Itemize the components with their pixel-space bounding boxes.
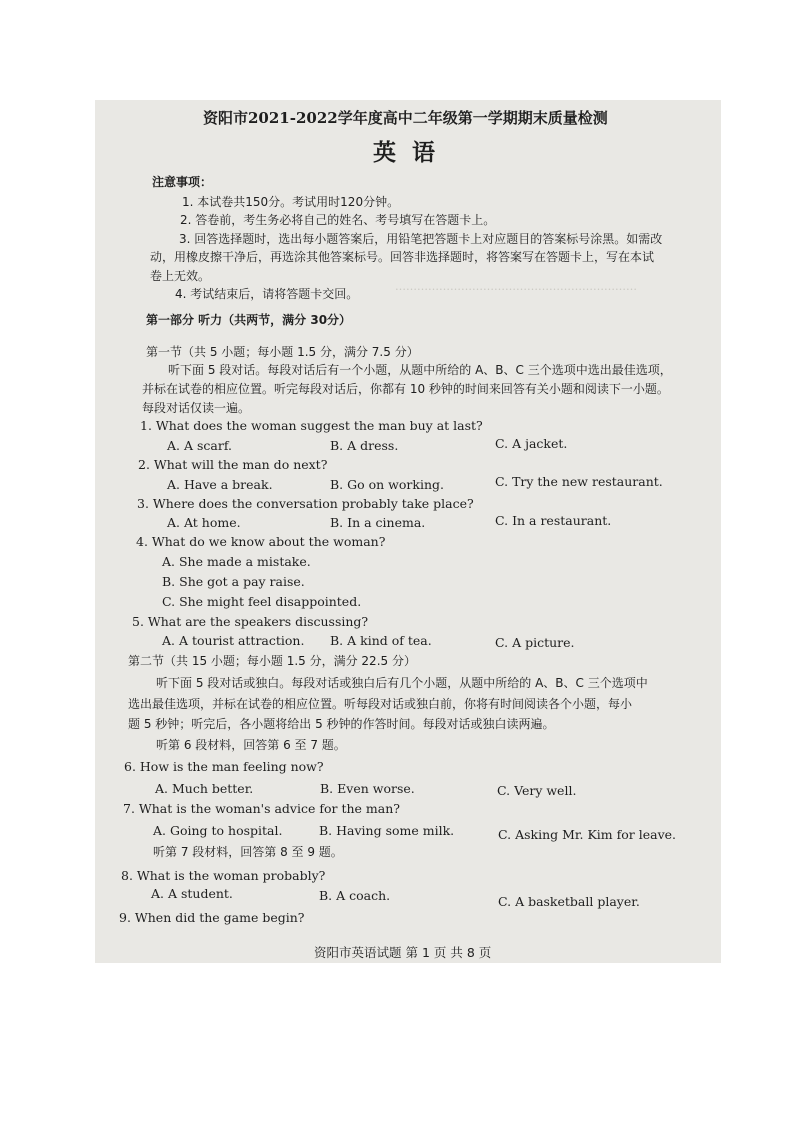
option-c: C. She might feel disappointed.	[162, 594, 362, 609]
option-a: A. Going to hospital.	[153, 823, 283, 838]
notice-item: 1. 本试卷共150分。考试用时120分钟。	[182, 195, 400, 209]
notice-item: 3. 回答选择题时，选出每小题答案后，用铅笔把答题卡上对应题目的答案标号涂黑。如需改	[179, 232, 663, 246]
option-c: C. A picture.	[495, 635, 575, 650]
option-b: B. In a cinema.	[330, 515, 426, 530]
bleed-through-text: …………………………………………………………	[395, 280, 637, 293]
question-stem: 9. When did the game begin?	[119, 910, 305, 925]
option-b: B. She got a pay raise.	[162, 574, 305, 589]
option-a: A. A tourist attraction.	[162, 633, 305, 648]
option-b: B. A kind of tea.	[330, 633, 432, 648]
section1-instructions: 每段对话仅读一遍。	[142, 401, 251, 415]
material-label: 听第 6 段材料，回答第 6 至 7 题。	[156, 738, 346, 752]
notice-heading: 注意事项：	[152, 175, 213, 189]
question-stem: 3. Where does the conversation probably take place?	[137, 496, 474, 511]
notice-item: 2. 答卷前，考生务必将自己的姓名、考号填写在答题卡上。	[180, 213, 496, 227]
question-stem: 8. What is the woman probably?	[121, 868, 326, 883]
section2-instructions: 选出最佳选项，并标在试卷的相应位置。听每段对话或独白前，你将有时间阅读各个小题，每小	[128, 697, 633, 711]
option-c: C. Asking Mr. Kim for leave.	[498, 827, 676, 842]
question-stem: 5. What are the speakers discussing?	[132, 614, 369, 629]
option-a: A. She made a mistake.	[162, 554, 311, 569]
notice-item: 卷上无效。	[150, 269, 211, 283]
material-label: 听第 7 段材料，回答第 8 至 9 题。	[153, 845, 343, 859]
option-a: A. A student.	[151, 886, 233, 901]
option-a: A. At home.	[167, 515, 241, 530]
option-c: C. A jacket.	[495, 436, 568, 451]
option-a: A. Have a break.	[167, 477, 273, 492]
option-b: B. A coach.	[319, 888, 391, 903]
question-stem: 7. What is the woman's advice for the man?	[123, 801, 400, 816]
option-b: B. Go on working.	[330, 477, 444, 492]
part1-heading: 第一部分 听力（共两节，满分 30分）	[146, 313, 352, 327]
section1-instructions: 听下面 5 段对话。每段对话后有一个小题，从题中所给的 A、B、C 三个选项中选出最佳选项，	[168, 363, 672, 377]
question-stem: 2. What will the man do next?	[138, 457, 328, 472]
question-stem: 4. What do we know about the woman?	[136, 534, 386, 549]
option-c: C. In a restaurant.	[495, 513, 612, 528]
notice-item: 动，用橡皮擦干净后，再选涂其他答案标号。回答非选择题时，将答案写在答题卡上，写在本试	[150, 250, 655, 264]
subject-title: 英语	[373, 140, 451, 166]
option-c: C. Try the new restaurant.	[495, 474, 663, 489]
option-a: A. Much better.	[155, 781, 254, 796]
exam-title: 资阳市2021-2022学年度高中二年级第一学期期末质量检测	[203, 109, 608, 127]
option-a: A. A scarf.	[167, 438, 232, 453]
section1-instructions: 并标在试卷的相应位置。听完每段对话后，你都有 10 秒钟的时间来回答有关小题和阅读下一小题。	[142, 382, 669, 396]
notice-item: 4. 考试结束后，请将答题卡交回。	[175, 287, 359, 301]
page-footer: 资阳市英语试题 第 1 页 共 8 页	[314, 945, 492, 960]
option-b: B. A dress.	[330, 438, 399, 453]
option-b: B. Even worse.	[320, 781, 415, 796]
question-stem: 1. What does the woman suggest the man buy at last?	[140, 418, 483, 433]
section2-heading: 第二节（共 15 小题；每小题 1.5 分，满分 22.5 分）	[128, 654, 416, 668]
section2-instructions: 听下面 5 段对话或独白。每段对话或独白后有几个小题，从题中所给的 A、B、C 三个选项中	[156, 676, 648, 690]
option-b: B. Having some milk.	[319, 823, 455, 838]
option-c: C. Very well.	[497, 783, 577, 798]
section1-heading: 第一节（共 5 小题；每小题 1.5 分，满分 7.5 分）	[146, 345, 419, 359]
exam-paper	[95, 100, 721, 963]
section2-instructions: 题 5 秒钟；听完后，各小题将给出 5 秒钟的作答时间。每段对话或独白读两遍。	[128, 717, 555, 731]
option-c: C. A basketball player.	[498, 894, 640, 909]
question-stem: 6. How is the man feeling now?	[124, 759, 324, 774]
